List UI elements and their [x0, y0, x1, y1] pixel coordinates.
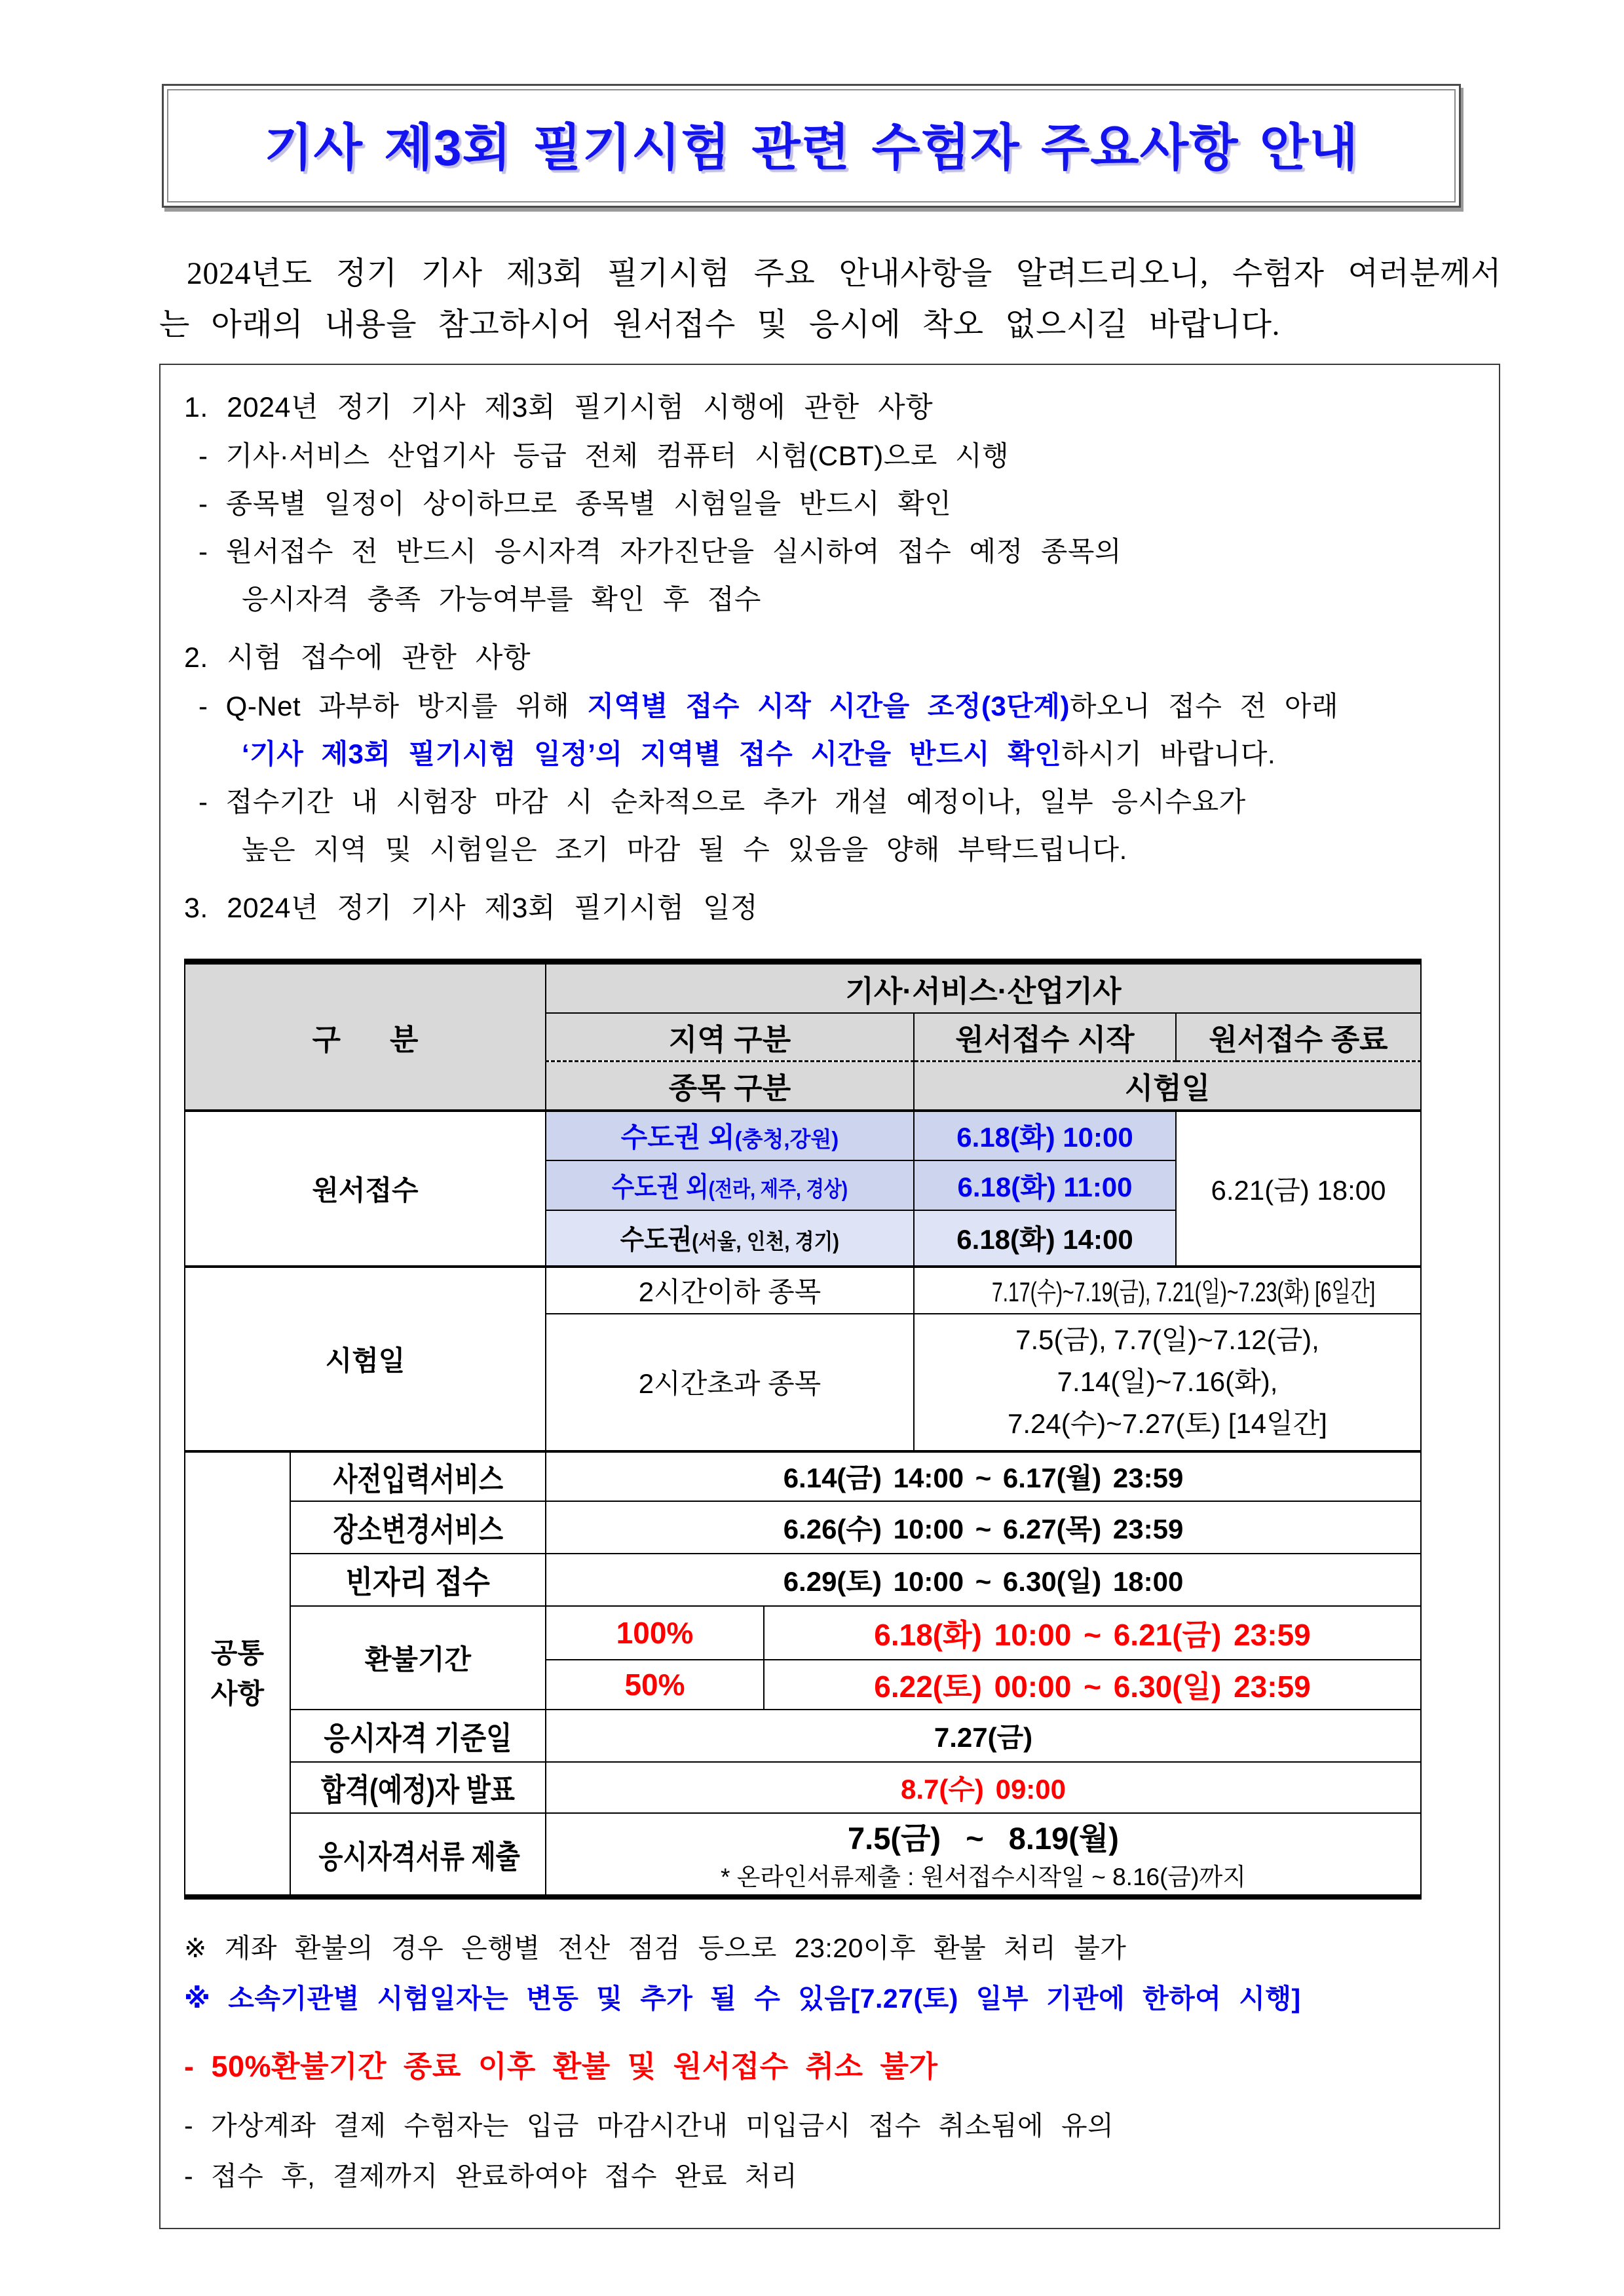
common-label-cell: [185, 1451, 290, 1897]
header-region-cell: 지역 구분: [546, 1013, 914, 1062]
note-refund-bank: ※ 계좌 환불의 경우 은행별 전산 점검 등으로 23:20이후 환불 처리 불가: [184, 1932, 1127, 1963]
section-1: [184, 383, 1474, 623]
refund-50-value: 6.22(토) 00:00 ~ 6.30(일) 23:59: [874, 1669, 1311, 1704]
section-3: [184, 884, 1474, 932]
apply-region-1-sub: (충청,강원): [734, 1127, 839, 1151]
examday-long-dates-line-2: 7.14(일)~7.16(화),: [1057, 1366, 1278, 1397]
preinput-label-text: 사전입력서비스: [333, 1462, 503, 1497]
examday-short-subject: 2시간이하 종목: [546, 1267, 914, 1314]
refund-100-value: 6.18(화) 10:00 ~ 6.21(금) 23:59: [874, 1617, 1311, 1652]
header-examday-cell: 시험일: [914, 1062, 1421, 1111]
note-payment-complete: - 접수 후, 결제까지 완료하여야 접수 완료 처리: [184, 2160, 798, 2191]
content-box: [159, 364, 1500, 2229]
header-start-cell: 원서접수 시작: [914, 1013, 1176, 1062]
common-label-line-1: 공통: [210, 1637, 265, 1668]
apply-start-2: 6.18(화) 11:00: [914, 1160, 1176, 1210]
apply-region-1-main: 수도권 외: [620, 1122, 735, 1153]
apply-label-cell: 원서접수: [185, 1111, 546, 1267]
preinput-label: [290, 1451, 546, 1501]
apply-region-3: [546, 1210, 914, 1267]
examday-label-cell: 시험일: [185, 1267, 546, 1451]
apply-region-3-main: 수도권: [620, 1224, 692, 1255]
s2-i1-text-3: 하시기 바랍니다.: [1061, 738, 1276, 769]
examday-long-dates: [914, 1314, 1421, 1451]
header-row-1: [185, 962, 1421, 1013]
examday-short-dates-text: 7.17(수)~7.19(금), 7.21(일)~7.23(화) [6일간]: [991, 1276, 1376, 1307]
apply-region-2: [546, 1160, 914, 1210]
common-row-announce: [185, 1762, 1421, 1813]
basis-value: 7.27(금): [546, 1710, 1421, 1762]
schedule-table: [184, 959, 1422, 1900]
docs-value-cell: [546, 1813, 1421, 1897]
examday-long-dates-line-1: 7.5(금), 7.7(일)~7.12(금),: [1015, 1324, 1319, 1355]
footnotes: [184, 1923, 1474, 2202]
vacancy-label: [290, 1554, 546, 1606]
announce-value: 8.7(수) 09:00: [546, 1762, 1421, 1813]
examday-long-subject: 2시간초과 종목: [546, 1314, 914, 1451]
section-2-heading: 2. 시험 접수에 관한 사항: [184, 642, 531, 674]
apply-region-2-sub: (전라, 제주, 경상): [708, 1176, 848, 1201]
section-2: [184, 634, 1474, 873]
refund-label-cell: 환불기간: [290, 1606, 546, 1710]
vacancy-value: 6.29(토) 10:00 ~ 6.30(일) 18:00: [546, 1554, 1421, 1606]
refund-100-pct: 100%: [546, 1607, 765, 1659]
apply-region-1: [546, 1111, 914, 1160]
refund-50-cell: [546, 1660, 1421, 1710]
apply-end-merged: 6.21(금) 18:00: [1176, 1111, 1421, 1267]
s2-i1-text-1: - Q-Net 과부하 방지를 위해: [198, 691, 588, 721]
section-2-item-2-line-1: - 접수기간 내 시험장 마감 시 순차적으로 추가 개설 예정이나, 일부 응시수요가: [198, 786, 1246, 817]
announce-label: [290, 1762, 546, 1813]
section-2-item-2: [184, 778, 1474, 873]
s2-i1-text-2: 하오니 접수 전 아래: [1069, 691, 1339, 721]
section-1-item-3-line-1: - 원서접수 전 반드시 응시자격 자가진단을 실시하여 접수 예정 종목의: [198, 536, 1122, 567]
s2-i1-blue-1: 지역별 접수 시작 시간을 조정(3단계): [587, 691, 1070, 721]
section-2-item-1: [184, 682, 1474, 778]
examday-long-dates-line-3: 7.24(수)~7.27(토) [14일간]: [1008, 1408, 1327, 1439]
common-row-preinput: [185, 1451, 1421, 1501]
change-value: 6.26(수) 10:00 ~ 6.27(목) 23:59: [546, 1501, 1421, 1554]
intro-paragraph: 2024년도 정기 기사 제3회 필기시험 주요 안내사항을 알려드리오니, 수험자 여러분께서는 아래의 내용을 참고하시어 원서접수 및 응시에 착오 없으시길 바랍니다.: [159, 256, 1501, 342]
basis-label: [290, 1710, 546, 1762]
header-subject-cell: 종목 구분: [546, 1062, 914, 1111]
apply-start-3: 6.18(화) 14:00: [914, 1210, 1176, 1267]
header-end-cell: 원서접수 종료: [1176, 1013, 1421, 1062]
section-1-item-3: [184, 527, 1474, 623]
common-row-vacancy: [185, 1554, 1421, 1606]
common-row-change: [185, 1501, 1421, 1554]
common-label-line-2: 사항: [210, 1677, 265, 1709]
section-1-item-3-line-2: 응시자격 충족 가능여부를 확인 후 접수: [242, 584, 761, 615]
refund-100-cell: [546, 1606, 1421, 1660]
common-row-basis: [185, 1710, 1421, 1762]
s2-i1-blue-2: ‘기사 제3회 필기시험 일정’의 지역별 접수 시간을 반드시 확인: [242, 738, 1062, 769]
header-span-title-cell: 기사·서비스·산업기사: [546, 962, 1421, 1013]
section-1-item-2: - 종목별 일정이 상이하므로 종목별 시험일을 반드시 확인: [198, 488, 952, 519]
examday-short-dates: [914, 1267, 1421, 1314]
title-box: [162, 84, 1461, 208]
section-3-heading: 3. 2024년 정기 기사 제3회 필기시험 일정: [184, 892, 759, 924]
title-box-inner: [167, 89, 1456, 202]
note-refund-deadline: - 50%환불기간 종료 이후 환불 및 원서접수 취소 불가: [184, 2049, 938, 2083]
examday-row-short: [185, 1267, 1421, 1314]
apply-region-2-squeeze: [612, 1166, 848, 1205]
refund-100-split: [546, 1607, 1420, 1659]
common-row-docs: [185, 1813, 1421, 1897]
refund-50-split: [546, 1660, 1420, 1709]
apply-region-3-squeeze: [620, 1218, 839, 1257]
vacancy-label-text: 빈자리 접수: [345, 1565, 491, 1600]
change-label-text: 장소변경서비스: [333, 1513, 503, 1548]
announce-label-text: 합격(예정)자 발표: [321, 1773, 515, 1808]
page-title: 기사 제3회 필기시험 관련 수험자 주요사항 안내: [264, 120, 1359, 176]
docs-value: 7.5(금) ~ 8.19(월): [848, 1820, 1119, 1856]
preinput-value: 6.14(금) 14:00 ~ 6.17(월) 23:59: [546, 1451, 1421, 1501]
apply-start-1: 6.18(화) 10:00: [914, 1111, 1176, 1160]
basis-label-text: 응시자격 기준일: [324, 1721, 512, 1756]
header-group-cell: 구 분: [185, 962, 546, 1111]
note-virtual-account: - 가상계좌 결제 수험자는 입금 마감시간내 미입금시 접수 취소됨에 유의: [184, 2110, 1114, 2141]
refund-row-100: [185, 1606, 1421, 1660]
refund-50-pct: 50%: [546, 1660, 765, 1709]
apply-region-3-sub: (서울, 인천, 경기): [692, 1229, 840, 1253]
section-1-item-1: - 기사·서비스 산업기사 등급 전체 컴퓨터 시험(CBT)으로 시행: [198, 440, 1010, 471]
apply-row-1: [185, 1111, 1421, 1160]
docs-label-text: 응시자격서류 제출: [318, 1839, 520, 1875]
docs-note: * 온라인서류제출 : 원서접수시작일 ~ 8.16(금)까지: [721, 1863, 1246, 1890]
change-label: [290, 1501, 546, 1554]
docs-label: [290, 1813, 546, 1897]
section-2-item-2-line-2: 높은 지역 및 시험일은 조기 마감 될 수 있음을 양해 부탁드립니다.: [242, 834, 1127, 865]
apply-region-2-main: 수도권 외: [611, 1171, 709, 1202]
section-1-heading: 1. 2024년 정기 기사 제3회 필기시험 시행에 관한 사항: [184, 392, 934, 423]
note-institution-dates: ※ 소속기관별 시험일자는 변동 및 추가 될 수 있음[7.27(토) 일부 기관에 한하여 시행]: [184, 1983, 1301, 2014]
